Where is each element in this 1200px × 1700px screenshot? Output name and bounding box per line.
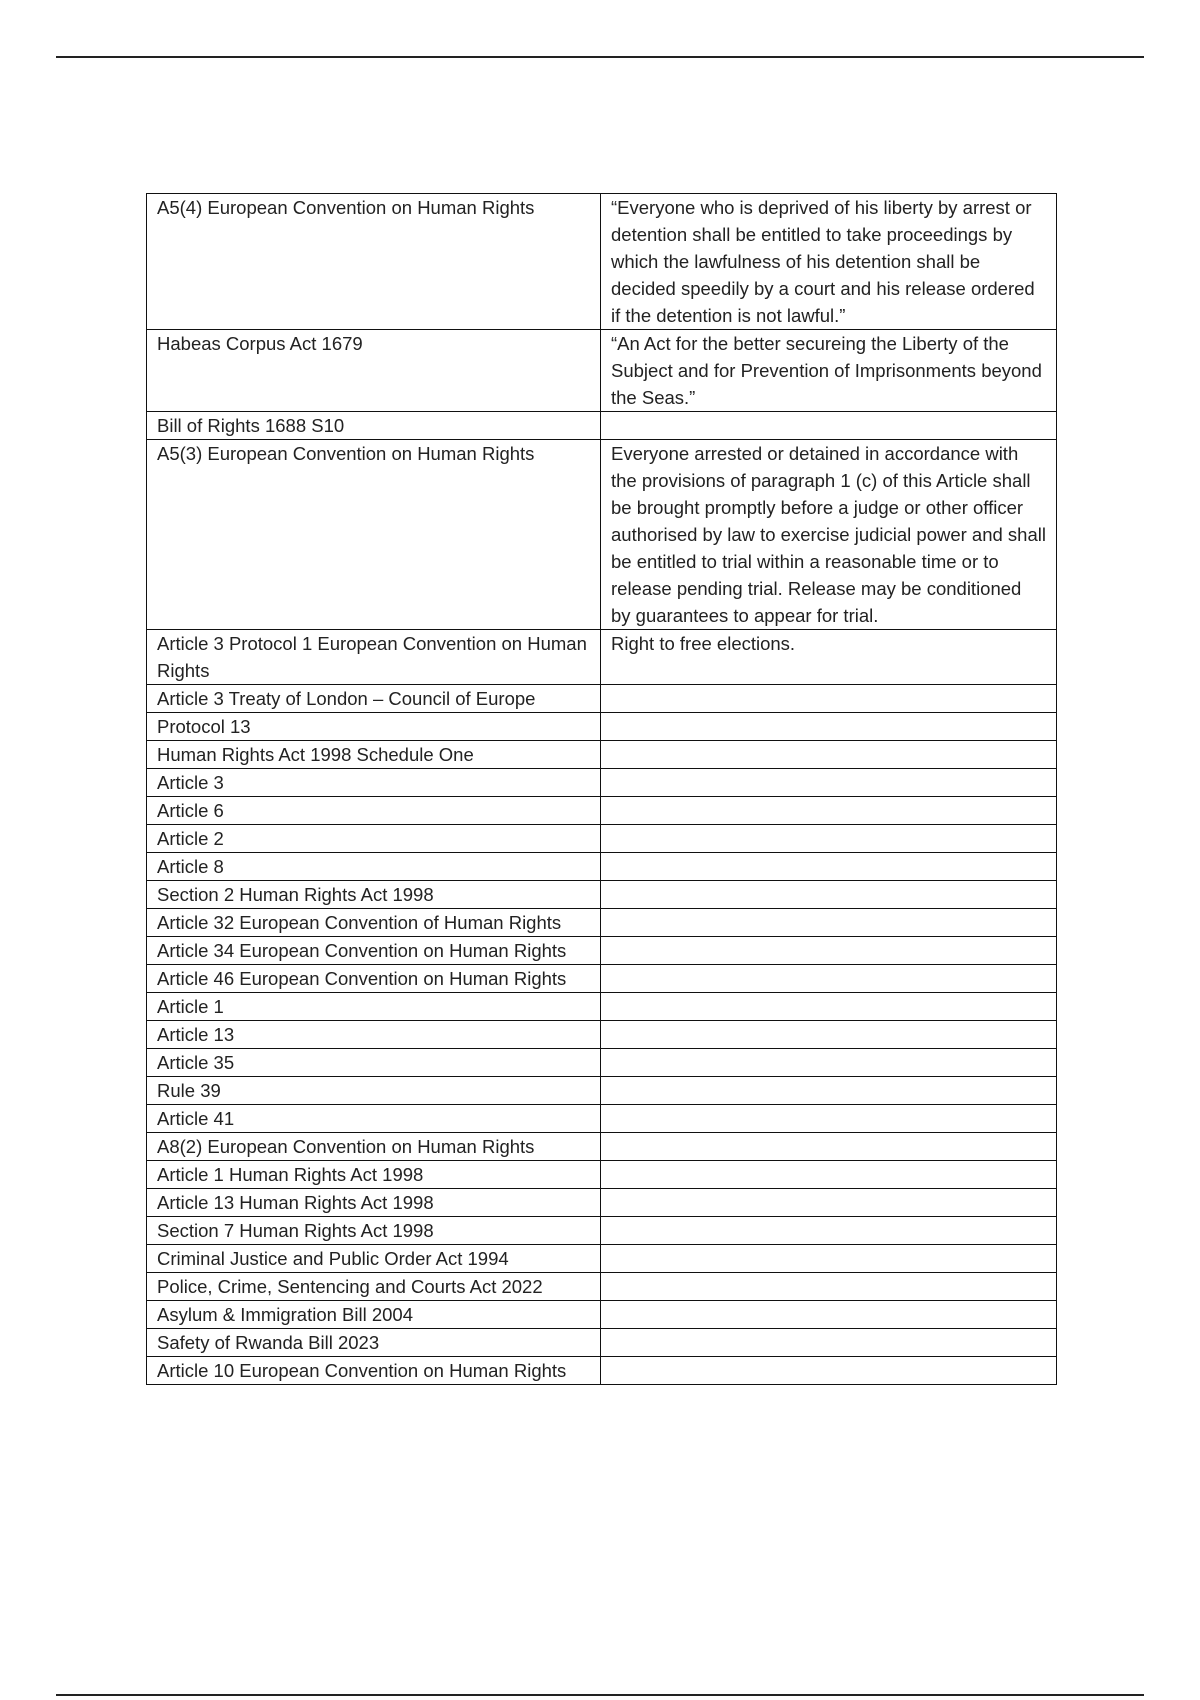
table-row xyxy=(147,909,1057,937)
table-row xyxy=(147,1077,1057,1105)
instrument-cell: Article 3 Protocol 1 European Convention on Human Rights xyxy=(147,630,601,685)
note-cell xyxy=(601,937,1057,965)
header-rule xyxy=(56,56,1144,58)
table-row xyxy=(147,412,1057,440)
note-cell xyxy=(601,1133,1057,1161)
note-cell xyxy=(601,1245,1057,1273)
note-cell: Everyone arrested or detained in accordance with the provisions of paragraph 1 (c) of this Article shall be brought promptly before a judge or other officer authorised by law to exercise judicial power and shall be entitled to trial within a reasonable time or to release pending trial. Release may be conditioned by guarantees to appear for trial. xyxy=(601,440,1057,630)
note-cell xyxy=(601,1021,1057,1049)
note-cell xyxy=(601,713,1057,741)
note-cell xyxy=(601,1273,1057,1301)
table-row xyxy=(147,330,1057,412)
instrument-cell: Article 34 European Convention on Human Rights xyxy=(147,937,601,965)
table-row xyxy=(147,1217,1057,1245)
instrument-cell: Article 8 xyxy=(147,853,601,881)
note-cell: “An Act for the better secureing the Liberty of the Subject and for Prevention of Imprisonments beyond the Seas.” xyxy=(601,330,1057,412)
note-cell xyxy=(601,412,1057,440)
table-row xyxy=(147,194,1057,330)
instrument-cell: Article 35 xyxy=(147,1049,601,1077)
table-row xyxy=(147,1329,1057,1357)
instrument-cell: Article 13 xyxy=(147,1021,601,1049)
note-cell xyxy=(601,881,1057,909)
table-row xyxy=(147,1245,1057,1273)
table-row xyxy=(147,881,1057,909)
table-row xyxy=(147,769,1057,797)
instrument-cell: Article 1 Human Rights Act 1998 xyxy=(147,1161,601,1189)
instrument-cell: Article 41 xyxy=(147,1105,601,1133)
statutes-table-body xyxy=(147,194,1057,1385)
note-cell xyxy=(601,1357,1057,1385)
instrument-cell: Article 6 xyxy=(147,797,601,825)
note-cell xyxy=(601,853,1057,881)
table-row xyxy=(147,825,1057,853)
table-row xyxy=(147,440,1057,630)
table-row xyxy=(147,937,1057,965)
table-row xyxy=(147,741,1057,769)
note-cell xyxy=(601,1301,1057,1329)
table-row xyxy=(147,1273,1057,1301)
instrument-cell: Article 32 European Convention of Human Rights xyxy=(147,909,601,937)
instrument-cell: Section 2 Human Rights Act 1998 xyxy=(147,881,601,909)
table-row xyxy=(147,713,1057,741)
note-cell xyxy=(601,1329,1057,1357)
instrument-cell: Article 1 xyxy=(147,993,601,1021)
instrument-cell: Protocol 13 xyxy=(147,713,601,741)
note-cell xyxy=(601,1189,1057,1217)
instrument-cell: Human Rights Act 1998 Schedule One xyxy=(147,741,601,769)
table-row xyxy=(147,1161,1057,1189)
table-row xyxy=(147,993,1057,1021)
instrument-cell: Article 13 Human Rights Act 1998 xyxy=(147,1189,601,1217)
table-row xyxy=(147,1049,1057,1077)
note-cell xyxy=(601,1161,1057,1189)
instrument-cell: A5(3) European Convention on Human Rights xyxy=(147,440,601,630)
statutes-table xyxy=(146,193,1057,1385)
table-row xyxy=(147,1301,1057,1329)
note-cell xyxy=(601,797,1057,825)
table-row xyxy=(147,1021,1057,1049)
table-row xyxy=(147,1189,1057,1217)
instrument-cell: Criminal Justice and Public Order Act 1994 xyxy=(147,1245,601,1273)
table-row xyxy=(147,1357,1057,1385)
note-cell xyxy=(601,1217,1057,1245)
instrument-cell: Rule 39 xyxy=(147,1077,601,1105)
note-cell xyxy=(601,965,1057,993)
instrument-cell: Article 2 xyxy=(147,825,601,853)
instrument-cell: Police, Crime, Sentencing and Courts Act 2022 xyxy=(147,1273,601,1301)
instrument-cell: Article 10 European Convention on Human Rights xyxy=(147,1357,601,1385)
footer-rule xyxy=(56,1694,1144,1696)
table-row xyxy=(147,1133,1057,1161)
instrument-cell: Asylum & Immigration Bill 2004 xyxy=(147,1301,601,1329)
instrument-cell: Safety of Rwanda Bill 2023 xyxy=(147,1329,601,1357)
table-row xyxy=(147,965,1057,993)
table-row xyxy=(147,685,1057,713)
note-cell xyxy=(601,1105,1057,1133)
note-cell: “Everyone who is deprived of his liberty by arrest or detention shall be entitled to take proceedings by which the lawfulness of his detention shall be decided speedily by a court and his release ordered if the detention is not lawful.” xyxy=(601,194,1057,330)
note-cell xyxy=(601,741,1057,769)
table-row xyxy=(147,630,1057,685)
instrument-cell: Article 46 European Convention on Human Rights xyxy=(147,965,601,993)
note-cell xyxy=(601,825,1057,853)
table-row xyxy=(147,797,1057,825)
note-cell xyxy=(601,1049,1057,1077)
instrument-cell: Habeas Corpus Act 1679 xyxy=(147,330,601,412)
note-cell xyxy=(601,1077,1057,1105)
note-cell xyxy=(601,769,1057,797)
instrument-cell: Article 3 Treaty of London – Council of Europe xyxy=(147,685,601,713)
instrument-cell: Article 3 xyxy=(147,769,601,797)
note-cell: Right to free elections. xyxy=(601,630,1057,685)
note-cell xyxy=(601,993,1057,1021)
note-cell xyxy=(601,909,1057,937)
note-cell xyxy=(601,685,1057,713)
instrument-cell: A8(2) European Convention on Human Rights xyxy=(147,1133,601,1161)
instrument-cell: Section 7 Human Rights Act 1998 xyxy=(147,1217,601,1245)
instrument-cell: Bill of Rights 1688 S10 xyxy=(147,412,601,440)
table-row xyxy=(147,853,1057,881)
table-row xyxy=(147,1105,1057,1133)
instrument-cell: A5(4) European Convention on Human Rights xyxy=(147,194,601,330)
